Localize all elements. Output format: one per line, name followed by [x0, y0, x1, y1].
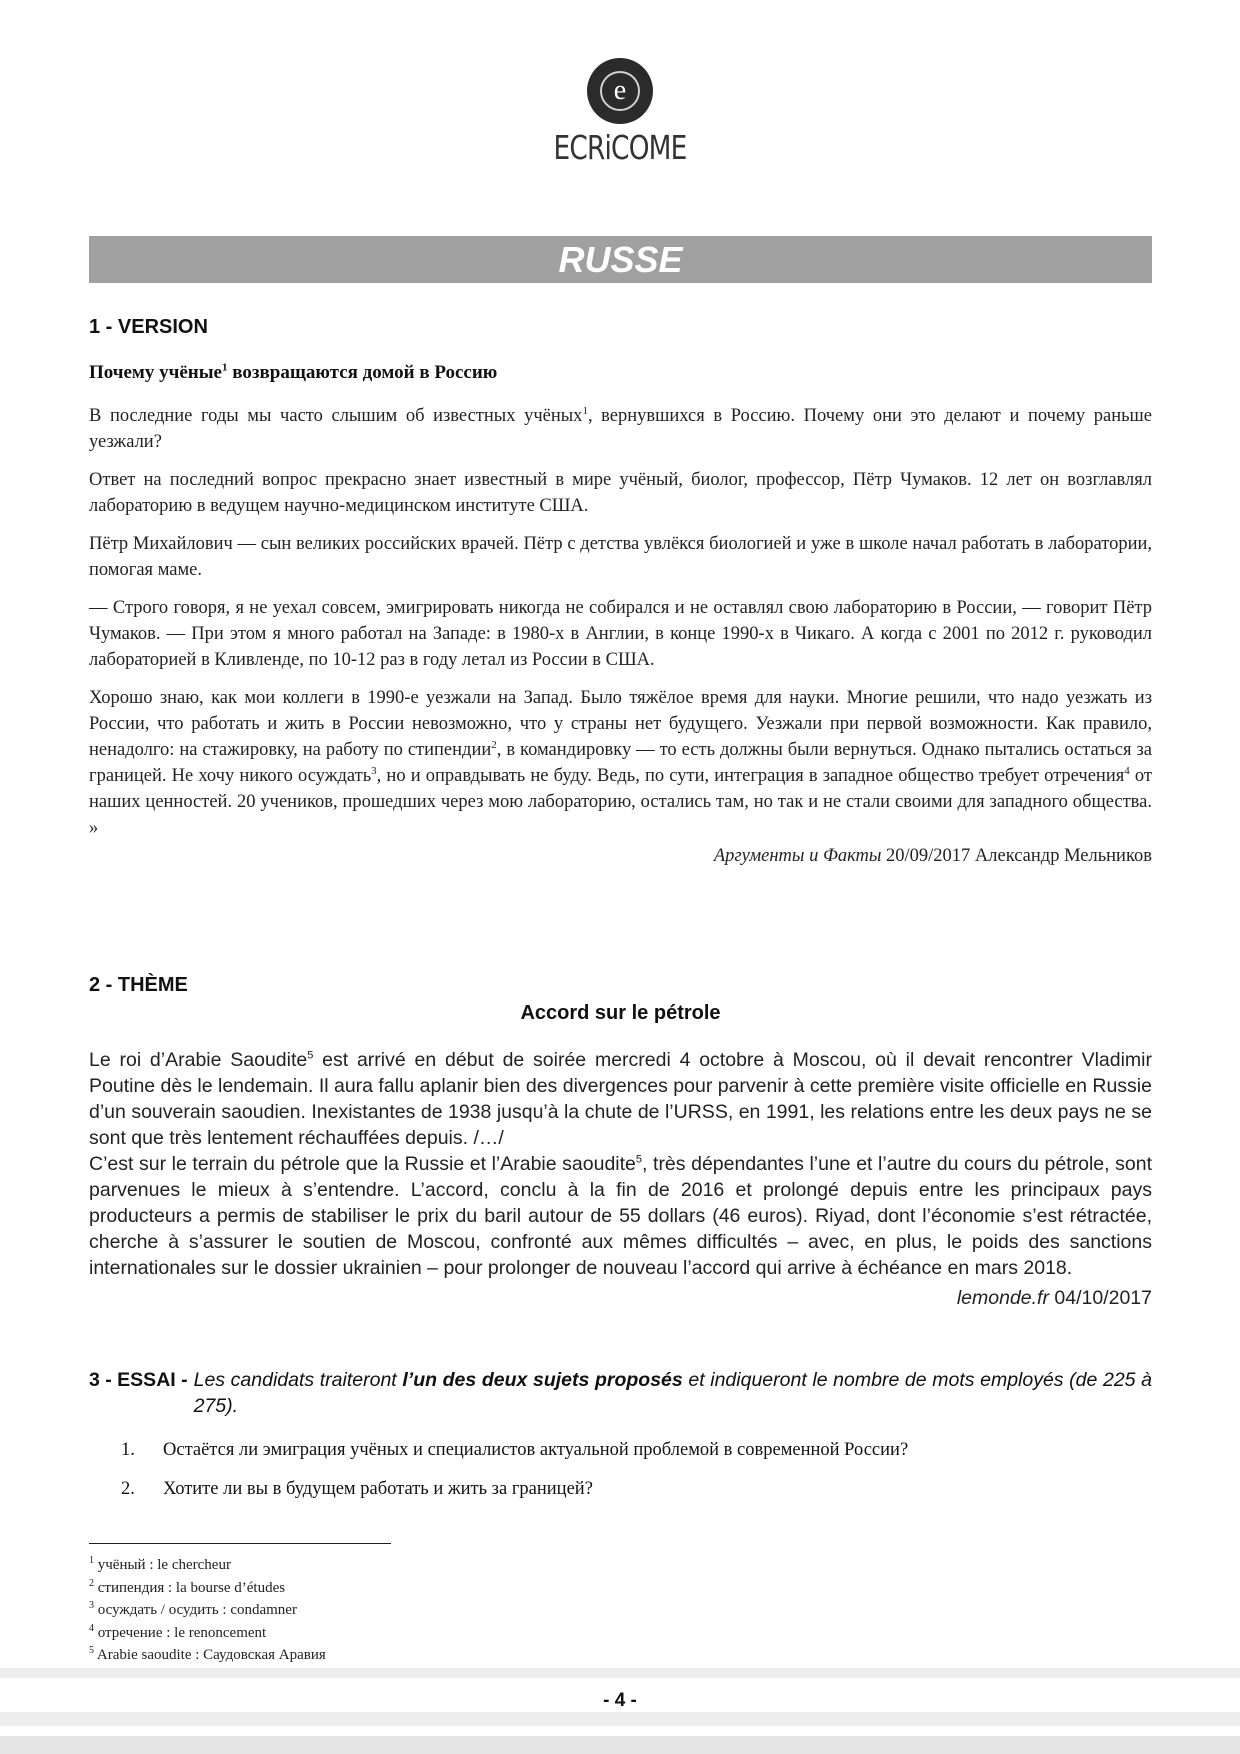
source-citation: Аргументы и Факты 20/09/2017 Александр Мельников	[713, 846, 1152, 866]
list-item: 2. Хотите ли вы в будущем работать и жить за границей?	[121, 1479, 593, 1499]
footnote: $^5$ Arabie saoudite : Саудовская Аравия	[89, 1645, 326, 1663]
footer-band	[0, 1736, 1240, 1754]
source-citation: lemonde.fr 04/10/2017	[956, 1287, 1152, 1309]
page-number: - 4 -	[603, 1690, 637, 1711]
subject-banner: RUSSE	[89, 236, 1152, 283]
essai-text: Les candidats traiteront l’un des deux sujets proposés et indiqueront le nombre de mots employés (de 225 à 275).	[193, 1369, 1152, 1417]
section-version	[89, 316, 1152, 869]
paragraph: — Строго говоря, я не уехал совсем, эмигрировать никогда не собирался и не оставлял свою лабораторию в России, — говорит Пётр Чумаков. — При этом я много работал на Западе: в 1980-х в Англии, в конце 1990-х в Чикаго. А когда с 2001 по 2012 г. руководил лабораторией в Кливленде, по 10-12 раз в году летал из России в США.	[89, 598, 1152, 670]
footer-band	[0, 1668, 1240, 1678]
paragraph: Le roi d’Arabie Saoudite$^5$ est arrivé en début de soirée mercredi 4 octobre à Moscou, où il devait rencontrer Vladimir Poutine dès le lendemain. Il aura fallu aplanir bien des divergences pour parvenir à cette première visite officielle en Russie d’un souverain saoudien. Inexistantes de 1938 jusqu’à la chute de l’URSS, en 1991, les relations entre les deux pays ne se sont que très lentement réchauffées depuis. /…/	[89, 1049, 1152, 1149]
footnotes	[89, 1554, 326, 1667]
paragraph: Ответ на последний вопрос прекрасно знает известный в мире учёный, биолог, профессор, Пётр Чумаков. 12 лет он возглавлял лабораторию в ведущем научно-медицинском институте США.	[89, 470, 1152, 516]
list-item: 1. Остаётся ли эмиграция учёных и специалистов актуальной проблемой в современной России?	[121, 1440, 909, 1460]
section-heading: 2 - THÈME	[89, 974, 188, 996]
section-essai	[89, 1367, 1152, 1518]
essay-topic-list	[89, 1440, 1152, 1500]
paragraph: C’est sur le terrain du pétrole que la Russie et l’Arabie saoudite$^5$, très dépendantes l’une et l’autre du cours du pétrole, sont parvenues le mieux à s’entendre. L’accord, conclu à la fin de 2016 et prolongé depuis entre les principaux pays producteurs a permis de stabiliser le prix du baril autour de 55 dollars (46 euros). Riyad, dont l’économie s’est rétractée, cherche à s’assurer le soutien de Moscou, confronté aux mêmes difficultés – avec, en plus, le poids des sanctions internationales sur le dossier ukrainien – pour prolonger de nouveau l’accord qui arrive à échéance en mars 2018.	[89, 1153, 1152, 1279]
essai-instructions	[89, 1367, 1152, 1419]
section-theme	[89, 974, 1152, 1311]
section-heading: 3 - ESSAI -	[89, 1369, 188, 1391]
text-body	[89, 1047, 1152, 1311]
text-body	[89, 403, 1152, 869]
footnote: $^1$ учёный : le chercheur	[89, 1555, 231, 1573]
text-title: Почему учёные$^1$ возвращаются домой в Россию	[89, 361, 498, 383]
footnote: $^2$ стипендия : la bourse d’études	[89, 1577, 286, 1596]
section-heading: 1 - VERSION	[89, 316, 208, 338]
paragraph: В последние годы мы часто слышим об известных учёных$^1$, вернувшихся в Россию. Почему они это делают и почему раньше уезжали?	[89, 404, 1152, 452]
footnote: $^4$ отречение : le renoncement	[89, 1622, 267, 1641]
footnote-divider	[89, 1543, 391, 1544]
text-title: Accord sur le pétrole	[520, 1002, 721, 1024]
logo-emblem-icon	[587, 58, 653, 124]
paragraph: Хорошо знаю, как мои коллеги в 1990-е уезжали на Запад. Было тяжёлое время для науки. Многие решили, что надо уезжать из России, что работать и жить в России невозможно, что у страны нет будущего. Уезжали при первой возможности. Как правило, ненадолго: на стажировку, на работу по стипендии$^2$, в командировку — то есть должны были вернуться. Однако пытались остаться за границей. Не хочу никого осуждать$^3$, но и оправдывать не буду. Ведь, по сути, интеграция в западное общество требует отречения$^4$ от наших ценностей. 20 учеников, прошедших через мою лабораторию, остались там, но так и не стали своими для западного общества. »	[89, 688, 1152, 838]
paragraph: Пётр Михайлович — сын великих российских врачей. Пётр с детства увлёкся биологией и уже в школе начал работать в лаборатории, помогая маме.	[89, 534, 1152, 580]
svg-text:e: e	[613, 75, 627, 106]
footer-band	[0, 1712, 1240, 1726]
logo-text: ECRiCOME	[553, 128, 687, 167]
footnote: $^3$ осуждать / осудить : condamner	[89, 1600, 297, 1618]
ecricome-logo	[0, 58, 1240, 167]
